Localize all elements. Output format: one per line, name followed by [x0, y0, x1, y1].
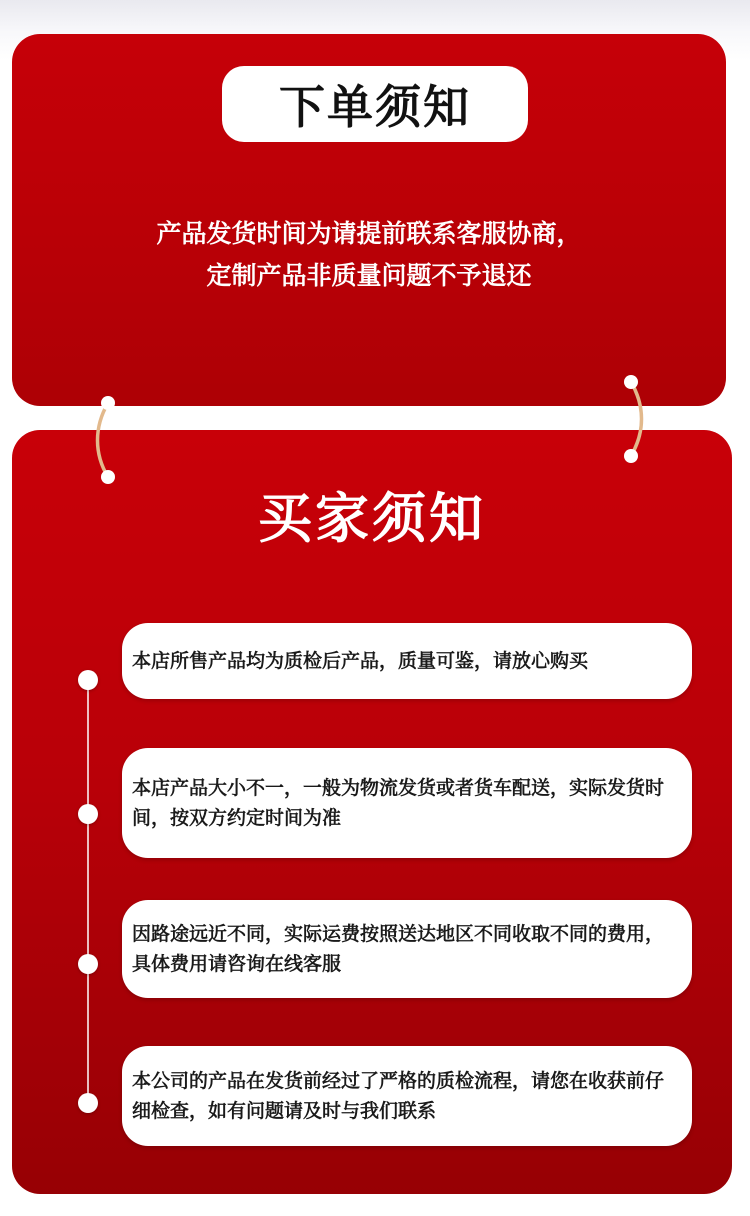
notice-item-4	[122, 1046, 692, 1146]
notice-item-text: 本店所售产品均为质检后产品，质量可鉴，请放心购买	[132, 650, 589, 672]
timeline-dot	[78, 670, 98, 690]
notice-item-text: 本公司的产品在发货前经过了严格的质检流程，请您在收获前仔细检查，如有问题请及时与我们联系	[132, 1070, 665, 1122]
timeline-dot	[78, 804, 98, 824]
notice-item-text: 本店产品大小不一，一般为物流发货或者货车配送，实际发货时间，按双方约定时间为准	[132, 777, 665, 829]
notice-item-1	[122, 623, 692, 699]
order-notice-title: 下单须知	[222, 66, 528, 142]
order-notice-line-1: 产品发货时间为请提前联系客服协商，	[156, 219, 582, 248]
order-notice-panel	[12, 34, 726, 406]
timeline-dot	[78, 1093, 98, 1113]
buyer-notice-title: 买家须知	[258, 487, 486, 550]
buyer-notice-panel	[12, 430, 732, 1194]
notice-item-2	[122, 748, 692, 858]
notice-item-3	[122, 900, 692, 998]
order-notice-line-2: 定制产品非质量问题不予退还	[206, 261, 532, 290]
timeline-line	[87, 676, 89, 1108]
notice-item-text: 因路途远近不同，实际运费按照送达地区不同收取不同的费用，具体费用请咨询在线客服	[132, 923, 665, 975]
timeline-dot	[78, 954, 98, 974]
